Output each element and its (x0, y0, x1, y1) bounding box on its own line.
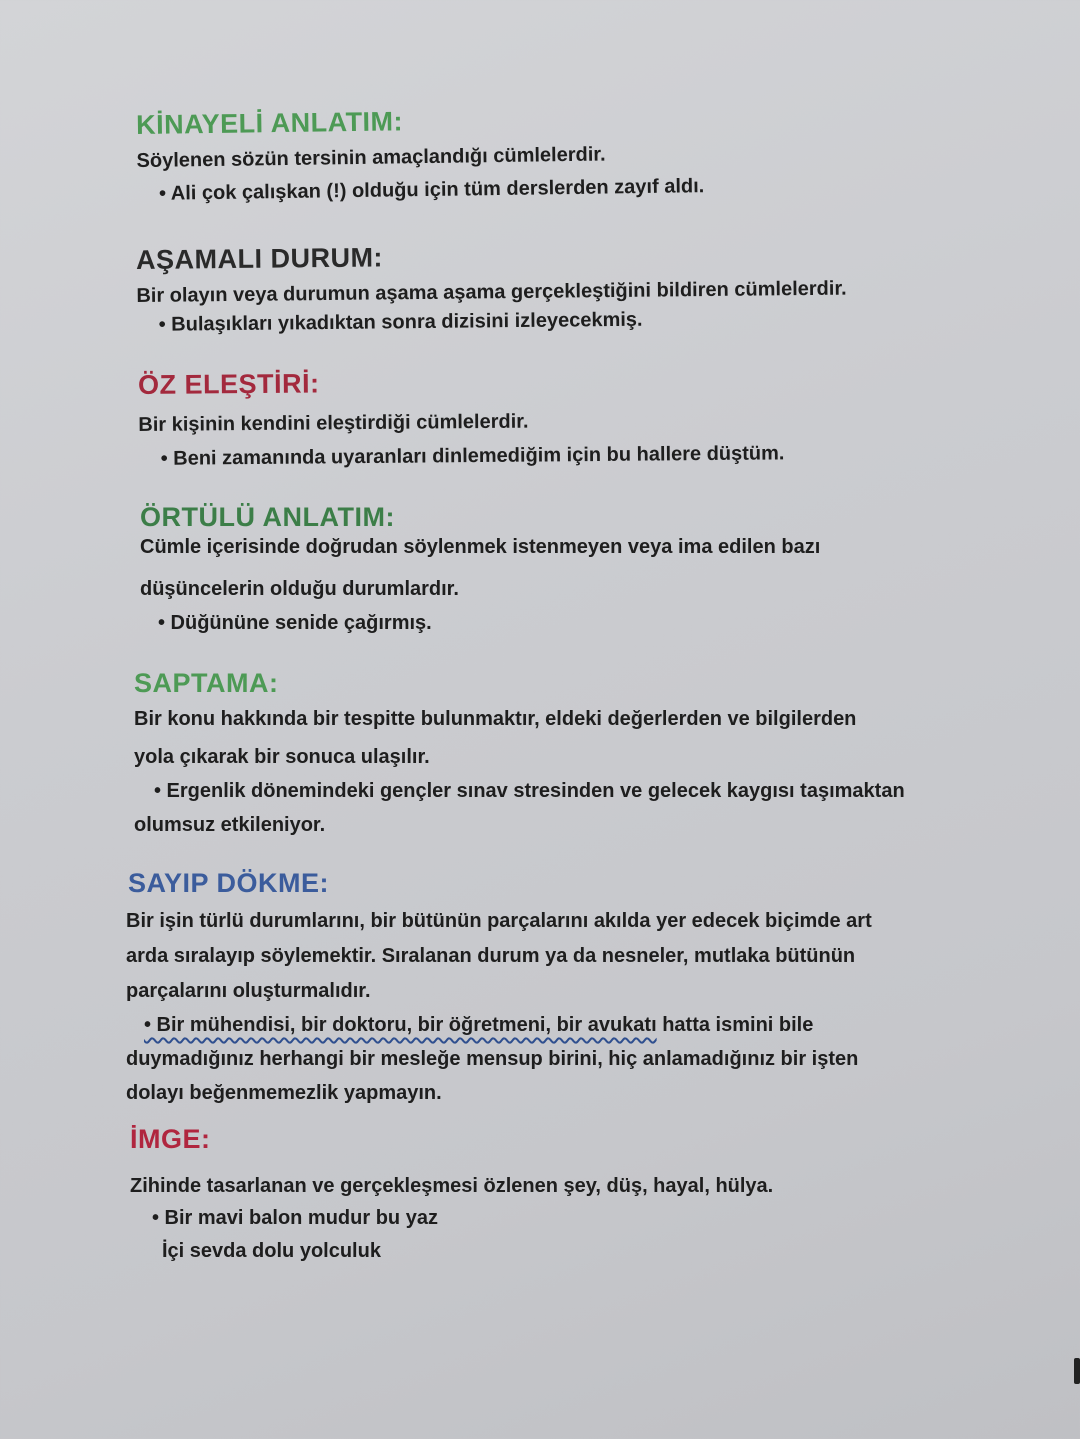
example: • Beni zamanında uyaranları dinlemediğim için bu hallere düştüm. (160, 442, 785, 470)
example: • Ali çok çalışkan (!) olduğu için tüm derslerden zayıf aldı. (158, 175, 705, 205)
definition: arda sıralayıp söylemektir. Sıralanan durum ya da nesneler, mutlaka bütünün (126, 945, 856, 967)
heading-saptama: SAPTAMA: (134, 668, 279, 698)
example: • Ergenlik dönemindeki gençler sınav stresinden ve gelecek kaygısı taşımaktan (154, 780, 905, 802)
example: duymadığınız herhangi bir mesleğe mensup birini, hiç anlamadığınız bir işten (126, 1048, 859, 1070)
definition: düşüncelerin olduğu durumlardır. (140, 578, 459, 600)
example: olumsuz etkileniyor. (134, 814, 326, 836)
definition: Bir konu hakkında bir tespitte bulunmaktır, eldeki değerlerden ve bilgilerden (134, 708, 857, 730)
definition: yola çıkarak bir sonuca ulaşılır. (134, 746, 430, 768)
heading-imge: İMGE: (130, 1124, 211, 1154)
example-continued: hatta ismini bile (662, 1014, 814, 1036)
example: İçi sevda dolu yolculuk (162, 1240, 381, 1262)
wavy-underlined-text: • Bir mühendisi, bir doktoru, bir öğretmeni, bir avukatı (144, 1014, 657, 1036)
example: • Bir mavi balon mudur bu yaz (152, 1207, 438, 1229)
heading-ortulu-anlatim: ÖRTÜLÜ ANLATIM: (140, 502, 395, 532)
example (144, 1014, 813, 1037)
definition: Bir olayın veya durumun aşama aşama gerçekleştiğini bildiren cümlelerdir. (136, 277, 847, 307)
example: dolayı beğenmemezlik yapmayın. (126, 1082, 442, 1104)
heading-sayip-dokme: SAYIP DÖKME: (128, 868, 330, 898)
example: • Bulaşıkları yıkadıktan sonra dizisini izleyecekmiş. (158, 308, 643, 336)
page-edge-mark (1074, 1358, 1080, 1384)
definition: Söylenen sözün tersinin amaçlandığı cümlelerdir. (136, 143, 606, 173)
section-kinayeli-anlatim (0, 0, 1078, 205)
heading-asamali-durum: AŞAMALI DURUM: (135, 242, 384, 275)
definition: Bir kişinin kendini eleştirdiği cümlelerdir. (138, 410, 529, 436)
example: • Düğününe senide çağırmış. (158, 612, 432, 634)
definition: Bir işin türlü durumlarını, bir bütünün parçalarını akılda yer edecek biçimde art (126, 910, 872, 932)
definition: Zihinde tasarlanan ve gerçekleşmesi özlenen şey, düş, hayal, hülya. (130, 1175, 774, 1197)
definition: Cümle içerisinde doğrudan söylenmek istenmeyen veya ima edilen bazı (140, 536, 821, 558)
definition: parçalarını oluşturmalıdır. (126, 980, 371, 1002)
heading-kinayeli-anlatim: KİNAYELİ ANLATIM: (135, 106, 404, 141)
heading-oz-elestiri: ÖZ ELEŞTİRİ: (137, 368, 320, 400)
